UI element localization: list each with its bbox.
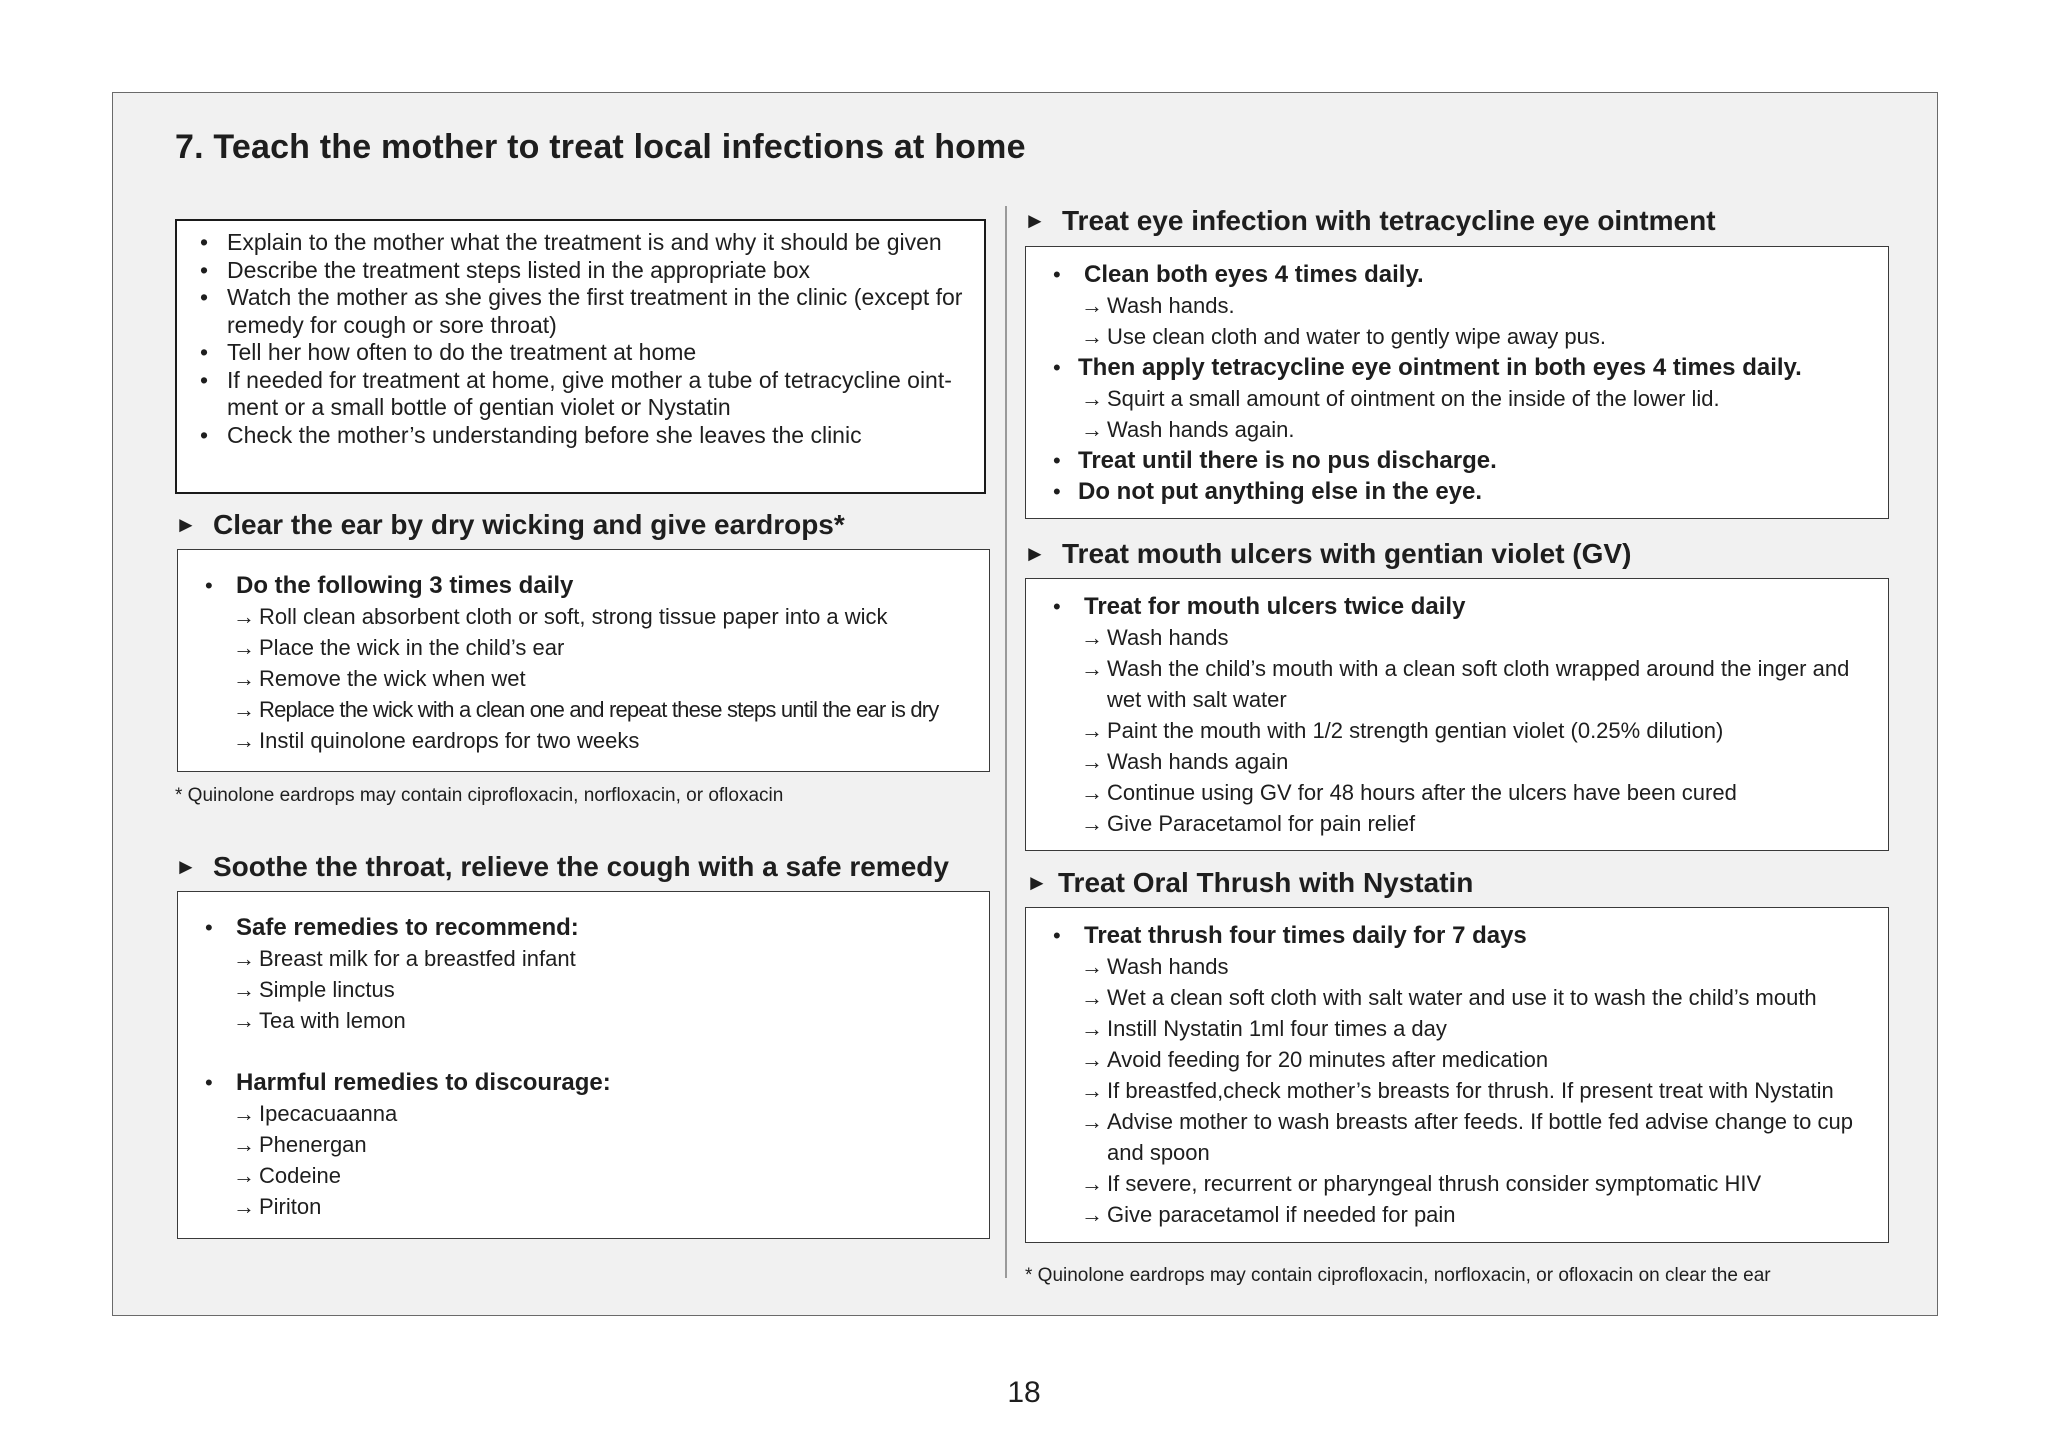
list-item: • Tell her how often to do the treatment at home: [200, 339, 697, 365]
arrow-icon: →: [1081, 718, 1103, 743]
arrow-icon: →: [1081, 780, 1103, 805]
arrow-icon: →: [1081, 656, 1103, 681]
arrow-icon: →: [233, 1101, 255, 1126]
ear-step: → Place the wick in the child’s ear: [200, 632, 977, 663]
arrow-icon: →: [1081, 811, 1103, 836]
thrush-step: → Avoid feeding for 20 minutes after medication: [1048, 1044, 1876, 1075]
mouth-heading: ► Treat mouth ulcers with gentian violet (GV): [1024, 538, 1632, 569]
arrow-icon: →: [1081, 1171, 1103, 1196]
arrow-icon: →: [1081, 625, 1103, 650]
eye-bullet: • Clean both eyes 4 times daily.: [1053, 261, 1424, 288]
arrow-icon: →: [1081, 1202, 1103, 1227]
ear-step: → Replace the wick with a clean one and repeat these steps until the ear is dry: [200, 694, 977, 725]
arrow-icon: →: [1081, 749, 1103, 774]
arrow-icon: →: [233, 666, 255, 691]
mouth-step: → Wash hands: [1048, 622, 1876, 653]
mouth-step: → Wash the child’s mouth with a clean soft cloth wrapped around the inger and wet with salt water: [1048, 653, 1876, 715]
ear-step: → Roll clean absorbent cloth or soft, strong tissue paper into a wick: [200, 601, 977, 632]
mouth-step: → Continue using GV for 48 hours after the ulcers have been cured: [1048, 777, 1876, 808]
thrush-step: → Instill Nystatin 1ml four times a day: [1048, 1013, 1876, 1044]
thrush-bullet: • Treat thrush four times daily for 7 days: [1053, 922, 1527, 949]
safe-remedy: → Simple linctus: [200, 974, 977, 1005]
arrow-icon: →: [233, 604, 255, 629]
ear-step: → Remove the wick when wet: [200, 663, 977, 694]
triangle-icon: ►: [1024, 208, 1046, 233]
list-item: • Check the mother’s understanding before she leaves the clinic: [200, 421, 862, 448]
arrow-icon: →: [1081, 417, 1103, 442]
arrow-icon: →: [233, 1132, 255, 1157]
harmful-remedy: → Phenergan: [200, 1129, 977, 1160]
list-item: • Explain to the mother what the treatment is and why it should be given: [200, 229, 942, 255]
arrow-icon: →: [233, 1163, 255, 1188]
triangle-icon: ►: [1024, 541, 1046, 566]
page-number: 18: [1007, 1376, 1041, 1409]
eye-bullet: • Treat until there is no pus discharge.: [1053, 447, 1497, 474]
page-title: 7. Teach the mother to treat local infections at home: [175, 128, 1026, 166]
arrow-icon: →: [233, 1194, 255, 1219]
eye-heading: ► Treat eye infection with tetracycline eye ointment: [1024, 205, 1716, 236]
eye-bullet: • Do not put anything else in the eye.: [1053, 478, 1483, 505]
throat-heading: ► Soothe the throat, relieve the cough with a safe remedy: [175, 851, 949, 882]
eye-step: → Wash hands.: [1048, 290, 1876, 321]
thrush-footnote: * Quinolone eardrops may contain ciprofloxacin, norfloxacin, or ofloxacin on clear the ear: [1025, 1265, 1771, 1286]
arrow-icon: →: [1081, 1109, 1103, 1134]
arrow-icon: →: [1081, 954, 1103, 979]
thrush-heading: ► Treat Oral Thrush with Nystatin: [1026, 867, 1474, 898]
mouth-step: → Give Paracetamol for pain relief: [1048, 808, 1876, 839]
arrow-icon: →: [1081, 293, 1103, 318]
list-item: • Describe the treatment steps listed in the appropriate box: [200, 256, 810, 283]
eye-step: → Wash hands again.: [1048, 414, 1876, 445]
eye-step: → Use clean cloth and water to gently wipe away pus.: [1048, 321, 1876, 352]
mouth-box: [1025, 578, 1889, 851]
arrow-icon: →: [233, 697, 255, 722]
thrush-step: → Give paracetamol if needed for pain: [1048, 1199, 1876, 1230]
arrow-icon: →: [233, 977, 255, 1002]
mouth-bullet: • Treat for mouth ulcers twice daily: [1053, 593, 1466, 620]
thrush-step: → If breastfed,check mother’s breasts for thrush. If present treat with Nystatin: [1048, 1075, 1876, 1106]
arrow-icon: →: [1081, 386, 1103, 411]
arrow-icon: →: [233, 728, 255, 753]
list-item: • If needed for treatment at home, give mother a tube of tetracycline oint-ment or a small bottle of gentian violet or Nystatin: [200, 366, 952, 420]
ear-heading: ► Clear the ear by dry wicking and give eardrops*: [175, 509, 845, 540]
thrush-box: [1025, 907, 1889, 1243]
safe-remedy: → Tea with lemon: [200, 1005, 977, 1036]
thrush-step: → If severe, recurrent or pharyngeal thrush consider symptomatic HIV: [1048, 1168, 1876, 1199]
ear-footnote: * Quinolone eardrops may contain ciprofloxacin, norfloxacin, or ofloxacin: [175, 785, 784, 806]
harmful-remedy: → Ipecacuaanna: [200, 1098, 977, 1129]
arrow-icon: →: [1081, 1016, 1103, 1041]
eye-box: [1025, 246, 1889, 519]
arrow-icon: →: [1081, 1047, 1103, 1072]
thrush-step: → Advise mother to wash breasts after feeds. If bottle fed advise change to cup and spoon: [1048, 1106, 1876, 1168]
ear-box: [177, 549, 990, 772]
arrow-icon: →: [1081, 324, 1103, 349]
thrush-step: → Wet a clean soft cloth with salt water and use it to wash the child’s mouth: [1048, 982, 1876, 1013]
triangle-icon: ►: [175, 512, 197, 537]
harmful-remedy: → Codeine: [200, 1160, 977, 1191]
intro-list: [197, 229, 970, 449]
safe-remedy: → Breast milk for a breastfed infant: [200, 943, 977, 974]
column-divider: [1005, 206, 1007, 1278]
throat-box: [177, 891, 990, 1239]
arrow-icon: →: [233, 946, 255, 971]
arrow-icon: →: [1081, 1078, 1103, 1103]
thrush-step: → Wash hands: [1048, 951, 1876, 982]
safe-remedies-heading: • Safe remedies to recommend:: [205, 914, 579, 941]
mouth-step: → Paint the mouth with 1/2 strength gentian violet (0.25% dilution): [1048, 715, 1876, 746]
mouth-step: → Wash hands again: [1048, 746, 1876, 777]
eye-step: → Squirt a small amount of ointment on the inside of the lower lid.: [1048, 383, 1876, 414]
ear-step: → Instil quinolone eardrops for two weeks: [200, 725, 977, 756]
eye-bullet: • Then apply tetracycline eye ointment in both eyes 4 times daily.: [1053, 354, 1802, 381]
intro-box: [175, 219, 986, 494]
harmful-remedies-heading: • Harmful remedies to discourage:: [205, 1069, 611, 1096]
arrow-icon: →: [1081, 985, 1103, 1010]
arrow-icon: →: [233, 635, 255, 660]
list-item: • Watch the mother as she gives the first treatment in the clinic (except for remedy for cough or sore throat): [200, 284, 963, 338]
triangle-icon: ►: [175, 854, 197, 879]
harmful-remedy: → Piriton: [200, 1191, 977, 1222]
triangle-icon: ►: [1026, 870, 1048, 895]
arrow-icon: →: [233, 1008, 255, 1033]
ear-bullet: • Do the following 3 times daily: [205, 572, 574, 599]
